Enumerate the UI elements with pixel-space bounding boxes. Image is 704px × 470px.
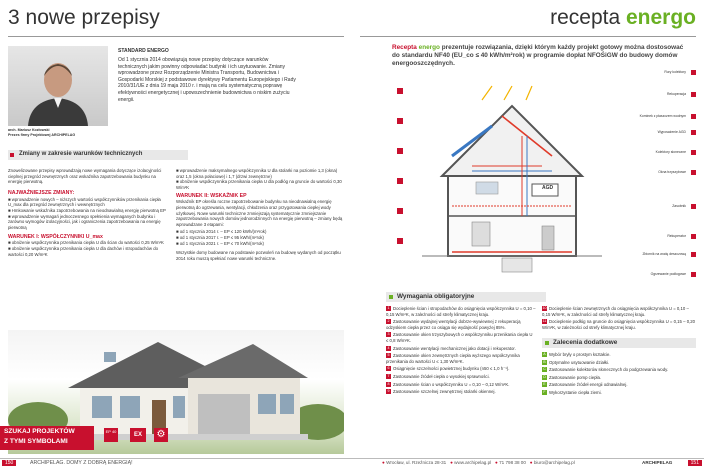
callout-label: Rekuperacja bbox=[666, 92, 686, 96]
rec-text: Wykorzystanie ciepła ziemi. bbox=[549, 389, 602, 395]
diagram-left-markers bbox=[396, 88, 406, 248]
right-page bbox=[352, 0, 704, 470]
footer-phone: 71 798 38 00 bbox=[499, 460, 526, 465]
req-text: Zastosowanie źródeł ciepła o wysokiej sprawności. bbox=[393, 373, 490, 379]
req-text: Docieplenie ścian zewnętrznych do osiągnięcia współczynnika U = 0,10 – 0,15 W/m²K, w zależności od strefy klimatycznej kraju. bbox=[542, 306, 689, 317]
req-item bbox=[542, 306, 696, 317]
callout-marker bbox=[691, 170, 696, 175]
col1-item: ■ obniżenie współczynnika przenikania ciepła U dla dachów i stropodachów do wartości 0,20 W/m²K bbox=[8, 245, 158, 257]
callout-label: Rury kolektory bbox=[664, 70, 686, 74]
symbols-badge bbox=[0, 426, 94, 450]
rec-number-icon: C bbox=[543, 367, 546, 372]
rec-number-icon: B bbox=[543, 359, 546, 364]
req-item bbox=[386, 306, 536, 317]
intro-brand: energo bbox=[418, 44, 440, 51]
section-bullet-icon bbox=[10, 153, 14, 157]
section-heading: Zmiany w zakresie warunków technicznych bbox=[19, 151, 143, 157]
rec-text: Wybór bryły o prostym kształcie. bbox=[549, 352, 611, 357]
rec-item bbox=[542, 375, 696, 381]
col2-paragraph: Wskaźnik EP określa roczne zapotrzebowanie budynku na nieodnawialną energię pierwotną do ogrzewania, wentylacji, chłodzenia oraz przygotowania ciepłej wody użytkowej. Nowe warunki techniczne zmniejszają systematycznie zmniejszanie zapotrzebowania nowych domów jednorodzinnych na energię pierwotną – zmiany będą wprowadzane 3 etapami: bbox=[176, 199, 343, 227]
col1-item: ■ obniżenie współczynnika przenikania ciepła U dla ścian do wartości 0,25 W/m²K bbox=[8, 240, 164, 246]
badge-text-1: SZUKAJ PROJEKTÓW bbox=[4, 428, 75, 435]
req-text: Docieplenie ścian i stropodachów do osiągnięcia współczynnika U = 0,10 – 0,15 W/m²K, w zależności od strefy klimatycznej kraju. bbox=[386, 306, 536, 317]
req-number-icon: 10 bbox=[542, 306, 547, 310]
callout-label: Zbiornik na wodę deszczową bbox=[642, 252, 686, 256]
req-number-icon: 1 bbox=[387, 306, 390, 310]
callout-marker bbox=[691, 272, 696, 277]
req-item bbox=[386, 353, 536, 364]
req-text: Zastosowanie okien trzyszybowych o współczynniku przenikania ciepła U ≤ 0,8 W/m²K. bbox=[386, 332, 533, 343]
req-text: Docieplenie podłóg na gruncie do osiągnięcia współczynnika U = 0,15 – 0,20 W/m²K, w zależności od strefy klimatycznej kraju. bbox=[542, 319, 696, 330]
globe-icon: ● bbox=[450, 460, 453, 465]
req-text: Osiągnięcie szczelności powietrznej budynku (n50 ≤ 1,0 h⁻¹). bbox=[393, 366, 510, 372]
footer-address: Wrocław, ul. Rzeźnicza 28-31 bbox=[386, 460, 447, 465]
col2-item: ■ wprowadzenie maksymalnego współczynnika U dla stolarki na poziomie 1,3 (okna) oraz 1,5 (okna połaciowe) i 1,7 (drzwi zewnętrzne) bbox=[176, 168, 338, 179]
footer-text-left: ARCHIPELAG. DOMY Z DOBRĄ ENERGIĄ! bbox=[30, 460, 133, 466]
diagram-agd-label: AGD bbox=[542, 185, 554, 191]
req-text: Zastosowanie wydajnej wentylacji dobrze-wywiewnej z rekuperacją odzyskiem ciepła przez co osiąga się wydajność powyżej 85%. bbox=[386, 319, 521, 330]
req-item bbox=[386, 319, 536, 330]
rec-item bbox=[542, 390, 696, 396]
intro-text: prezentuje rozwiązania, dzięki którym każdy projekt gotowy można dostosować do standardu NF40 (EU_co ≤ 40 kWh/m²rok) w programie dopłat NFOŚiGW do budowy domów energooszczędnych. bbox=[392, 44, 684, 67]
col1-item: ■ wprowadzenie wymagań jednoczesnego spełnienia wymaganych budynku i zarówno wymogów izolacyjności, jak i ograniczenia zapotrzebowania na energię pierwotną bbox=[8, 213, 161, 230]
left-column-2 bbox=[176, 168, 344, 261]
author-heading: STANDARD ENERGO bbox=[118, 48, 169, 54]
col2-item: ■ od 1 stycznia 2021 r. – EP ≤ 70 kWh/(m²rok) bbox=[176, 240, 264, 246]
gear-icon: ⚙ bbox=[154, 428, 168, 442]
req-item bbox=[386, 389, 536, 395]
page-number-left: 150 bbox=[2, 460, 16, 466]
footer-contact bbox=[382, 460, 682, 465]
req-number-icon: 3 bbox=[387, 332, 390, 337]
req-column-1 bbox=[386, 306, 536, 397]
rec-heading-icon bbox=[545, 341, 549, 345]
req-text: Zastosowanie okien zewnętrznych ciepła wyższego współczynnika przenikania do wartości U ≤ 1,30 W/m²K. bbox=[386, 353, 520, 364]
rec-number-icon: A bbox=[543, 352, 546, 356]
req-number-icon: 8 bbox=[387, 381, 390, 386]
location-icon: ● bbox=[382, 460, 385, 465]
phone-icon: ● bbox=[495, 460, 498, 465]
req-column-2 bbox=[542, 306, 696, 332]
title-rule bbox=[8, 36, 344, 37]
req-number-icon: 9 bbox=[387, 389, 390, 394]
mail-icon: ● bbox=[529, 460, 533, 465]
col2-heading-warunek-2: WARUNEK II: WSKAŹNIK EP bbox=[176, 193, 247, 200]
page-title: 3 nowe przepisy bbox=[8, 6, 160, 29]
col1-item: ■ wprowadzenie nowych – niższych wartości współczynników przenikania ciepła U_max dla przegród zewnętrznych i wewnętrznych bbox=[8, 196, 161, 208]
rec-item bbox=[542, 367, 696, 373]
col2-item: ■ obniżenie współczynnika przenikania ciepła U dla podłóg na gruncie do wartości 0,30 W/m²K bbox=[176, 179, 342, 190]
author-photo bbox=[8, 46, 108, 126]
footer-rule-right bbox=[352, 458, 704, 459]
req-item bbox=[386, 332, 536, 343]
recepta-title bbox=[550, 6, 696, 30]
recepta-title-word: recepta bbox=[550, 6, 621, 29]
rec-heading: Zalecenia dodatkowe bbox=[553, 339, 618, 346]
rec-text: Zastosowanie pomp ciepła. bbox=[549, 374, 602, 380]
req-item bbox=[386, 346, 536, 352]
rec-item bbox=[542, 352, 696, 358]
callout-label: Kolektory słoneczne bbox=[655, 150, 686, 154]
callout-label: Wyposażenie AGD bbox=[657, 130, 686, 134]
rec-item bbox=[542, 382, 696, 388]
req-item bbox=[542, 319, 696, 330]
rec-column bbox=[542, 352, 696, 398]
callout-marker bbox=[691, 150, 696, 155]
callout-label: Ogrzewanie podłogowe bbox=[650, 272, 686, 276]
req-item bbox=[386, 382, 536, 388]
req-text: Zastosowanie szczelnej zewnętrznej stolarki okiennej. bbox=[393, 389, 496, 395]
callout-marker bbox=[691, 234, 696, 239]
callout-label: Rekuperator bbox=[667, 234, 686, 238]
author-role: Prezes firmy Projektowej ARCHIPELAG bbox=[8, 133, 76, 137]
req-number-icon: 2 bbox=[387, 319, 390, 324]
callout-label: Kominek z płaszczem wodnym bbox=[639, 114, 686, 118]
req-item bbox=[386, 366, 536, 372]
callout-marker bbox=[691, 252, 696, 257]
rec-item bbox=[542, 360, 696, 366]
footer-rule bbox=[0, 458, 352, 459]
rec-text: Zastosowanie źródeł energii odnawialnej. bbox=[549, 382, 628, 388]
col2-item: ■ od 1 stycznia 2017 r. – EP ≤ 95 kWh/(m²rok) bbox=[176, 234, 264, 240]
req-number-icon: 4 bbox=[387, 345, 390, 350]
callout-marker bbox=[691, 130, 696, 135]
req-heading-icon bbox=[389, 295, 393, 299]
req-item bbox=[386, 374, 536, 380]
ep-icon: EP 40 bbox=[104, 428, 118, 442]
ex-icon: EX bbox=[130, 428, 146, 442]
col1-heading-changes: NAJWAŻNIEJSZE ZMIANY: bbox=[8, 189, 75, 196]
callout-label: Okna trzyszybowe bbox=[658, 170, 686, 174]
rec-number-icon: E bbox=[543, 382, 546, 387]
author-name: arch. Mariusz Kozłowski bbox=[8, 128, 50, 132]
req-number-icon: 11 bbox=[542, 319, 547, 324]
intro-paragraph bbox=[392, 44, 688, 68]
page-number-right: 151 bbox=[688, 460, 702, 466]
author-intro: Od 1 stycznia 2014 obowiązują nowe przepisy dotyczące warunków technicznych jakim powinny odpowiadać budynki i ich usytuowanie. Zmiany wprowadzone przez Rozporządzenie Ministra Transportu, Budownictwa i Gospodarki Morskiej z podstawowe dyrektywy Parlamentu Europejskiego i Rady 2010/31/UE z dnia 19 maja 2010 r. i mają na celu systematyczną poprawę efektywności energetycznej i upowszechnienie budownictwa o niskim zużyciu energii. bbox=[118, 57, 296, 103]
req-text: Zastosowanie wentylacji mechanicznej jako dotacji i rekuperator. bbox=[393, 345, 516, 351]
intro-prefix: Recepta bbox=[392, 44, 417, 51]
callout-marker bbox=[691, 70, 696, 75]
house-diagram bbox=[412, 76, 612, 276]
footer-brand: ARCHIPELAG bbox=[642, 460, 673, 465]
rec-number-icon: F bbox=[543, 389, 546, 394]
req-text: Zastosowanie ścian o współczynniku U = 0,10 – 0,12 W/m²K. bbox=[393, 381, 510, 387]
col1-intro: Znowelizowane przepisy wprowadzają nowe wymagania dotyczące izolacyjności cieplnej przegród zewnętrznych oraz wskaźnika zapotrzebowania budynku na energię pierwotną. bbox=[8, 168, 162, 185]
recepta-title-brand: energo bbox=[625, 6, 696, 29]
footer-web[interactable]: www.archipelag.pl bbox=[454, 460, 492, 465]
diagram-callouts bbox=[612, 70, 696, 286]
footer-email[interactable]: biuro@archipelag.pl bbox=[533, 460, 575, 465]
col2-item: ■ od 1 stycznia 2014 r. – EP ≤ 120 kWh/(m²rok) bbox=[176, 229, 267, 235]
req-heading: Wymagania obligatoryjne bbox=[397, 293, 475, 300]
rec-text: Zastosowanie kolektorów słonecznych do podgrzewania wody. bbox=[549, 367, 669, 373]
callout-marker bbox=[691, 204, 696, 209]
rec-text: Optymalne usytuowanie działki. bbox=[549, 359, 610, 365]
left-column-1 bbox=[8, 168, 168, 257]
req-number-icon: 5 bbox=[387, 353, 390, 358]
req-number-icon: 7 bbox=[387, 373, 390, 378]
rec-number-icon: D bbox=[543, 374, 546, 379]
col1-heading-warunek-1: WARUNEK I: WSPÓŁCZYNNIKI U_max bbox=[8, 234, 103, 241]
title-rule-right bbox=[360, 36, 696, 37]
callout-label: Zasobnik bbox=[672, 204, 686, 208]
callout-marker bbox=[691, 92, 696, 97]
col1-item: ■ Hmkowanie wskaźnika zapotrzebowania na nieodnawialną energię pierwotną EP bbox=[8, 207, 166, 213]
col2-closing: Wszystkie domy budowane na podstawie pozwoleń na budowę wydanych od początku 2014 roku muszą spełniać nowe warunki techniczne. bbox=[176, 250, 341, 261]
req-number-icon: 6 bbox=[387, 366, 390, 371]
callout-marker bbox=[691, 114, 696, 119]
badge-text-2: Z TYMI SYMBOLAMI bbox=[4, 438, 68, 445]
